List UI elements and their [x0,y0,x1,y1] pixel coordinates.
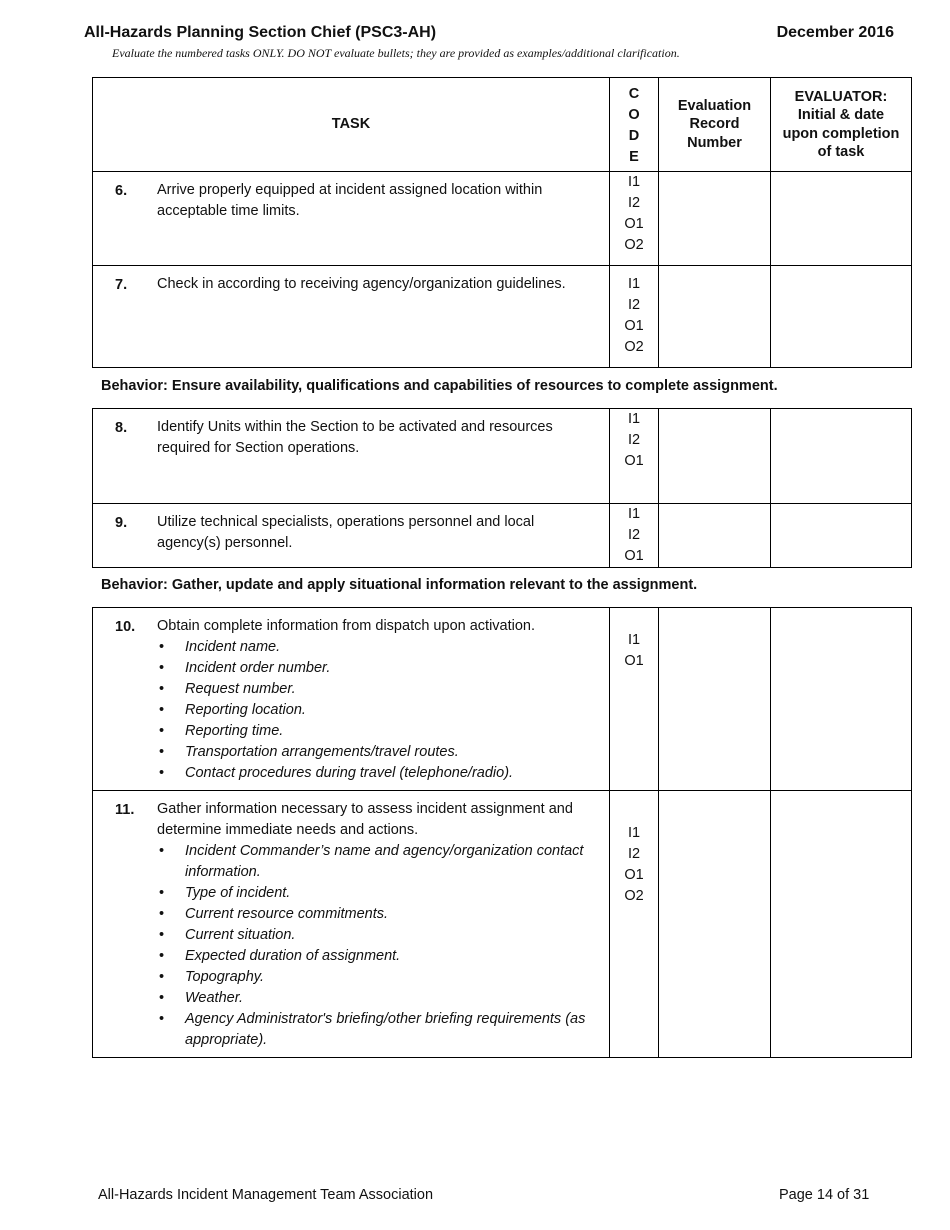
list-item: • Incident Commander’s name and agency/organization contact information. [157,841,601,883]
list-item: • Reporting location. [157,700,601,721]
task-text: Gather information necessary to assess incident assignment and determine immediate needs and actions. [157,801,573,838]
code: I2 [627,846,641,862]
code-cell [610,504,659,568]
task-cell [93,409,610,504]
bullet-list [157,637,601,784]
task-row-11 [93,791,912,1058]
list-item: • Current resource commitments. [157,904,601,925]
code: O1 [624,453,644,469]
list-item: • Agency Administrator's briefing/other briefing requirements (as appropriate). [157,1009,601,1051]
code: O1 [624,318,644,334]
code-cell [610,608,659,791]
code: I1 [627,174,641,190]
page-number: Page 14 of 31 [779,1187,870,1203]
evaluator-initial-cell[interactable] [771,266,912,368]
code-cell [610,266,659,368]
code: O2 [624,888,644,904]
task-number: 8. [115,420,128,436]
code: O1 [624,867,644,883]
code-cell [610,409,659,504]
code-letter: E [629,148,639,165]
code: O2 [624,237,644,253]
code: I1 [627,411,641,427]
code: I1 [627,276,641,292]
task-text: Check in according to receiving agency/organization guidelines. [157,276,566,292]
list-item: • Transportation arrangements/travel routes. [157,742,601,763]
code: I2 [627,195,641,211]
task-row-6 [93,172,912,266]
code-letter: D [628,127,640,144]
task-row-9 [93,504,912,568]
code: I2 [627,527,641,543]
record-number-cell[interactable] [659,504,771,568]
record-number-cell[interactable] [659,409,771,504]
code: I1 [627,632,641,648]
list-item: • Contact procedures during travel (telephone/radio). [157,763,601,784]
evaluator-initial-cell[interactable] [771,172,912,266]
record-number-cell[interactable] [659,172,771,266]
task-number: 7. [115,277,128,293]
task-text: Utilize technical specialists, operations personnel and local agency(s) personnel. [157,514,535,551]
code: O1 [624,216,644,232]
task-row-8 [93,409,912,504]
code-letter: O [628,106,640,123]
evaluator-column-header: EVALUATOR: Initial & date upon completion of task [771,78,912,172]
document-title: All-Hazards Planning Section Chief (PSC3-AH) [84,24,437,41]
task-number: 9. [115,515,128,531]
code: O2 [624,339,644,355]
task-cell [93,266,610,368]
document-date: December 2016 [776,24,894,41]
evaluator-initial-cell[interactable] [771,791,912,1058]
evaluator-initial-cell[interactable] [771,409,912,504]
list-item: • Incident order number. [157,658,601,679]
code: O1 [624,548,644,564]
code-cell [610,791,659,1058]
evaluator-initial-cell[interactable] [771,608,912,791]
behavior-heading: Behavior: Gather, update and apply situational information relevant to the assignment. [101,577,698,593]
task-number: 11. [115,802,135,818]
evaluator-initial-cell[interactable] [771,504,912,568]
record-column-header: Evaluation Record Number [659,78,771,172]
table-header-row [93,78,912,172]
record-number-cell[interactable] [659,791,771,1058]
code: I2 [627,297,641,313]
task-cell [93,608,610,791]
code: I1 [627,506,641,522]
evaluation-instructions: Evaluate the numbered tasks ONLY. DO NOT evaluate bullets; they are provided as examples/additional clarification. [112,46,680,60]
task-table-3 [92,607,912,1058]
task-text: Obtain complete information from dispatch upon activation. [157,618,536,634]
record-number-cell[interactable] [659,266,771,368]
code-column-header [610,78,659,172]
task-cell [93,172,610,266]
task-cell [93,504,610,568]
code: I2 [627,432,641,448]
task-text: Arrive properly equipped at incident assigned location within acceptable time limits. [157,182,543,219]
task-text: Identify Units within the Section to be activated and resources required for Section operations. [157,419,553,456]
list-item: • Incident name. [157,637,601,658]
code-cell [610,172,659,266]
task-table-2 [92,408,912,568]
task-row-7 [93,266,912,368]
behavior-heading: Behavior: Ensure availability, qualifications and capabilities of resources to complete assignment. [101,378,778,394]
code-letter: C [628,85,640,102]
task-column-header: TASK [93,78,610,172]
task-table-1 [92,77,912,368]
task-number: 6. [115,183,128,199]
list-item: • Reporting time. [157,721,601,742]
footer-organization: All-Hazards Incident Management Team Association [98,1187,434,1203]
code: I1 [627,825,641,841]
list-item: • Expected duration of assignment. [157,946,601,967]
list-item: • Topography. [157,967,601,988]
list-item: • Weather. [157,988,601,1009]
code: O1 [624,653,644,669]
list-item: • Current situation. [157,925,601,946]
task-number: 10. [115,619,136,635]
list-item: • Request number. [157,679,601,700]
record-number-cell[interactable] [659,608,771,791]
task-row-10 [93,608,912,791]
task-cell [93,791,610,1058]
list-item: • Type of incident. [157,883,601,904]
bullet-list [157,841,601,1051]
